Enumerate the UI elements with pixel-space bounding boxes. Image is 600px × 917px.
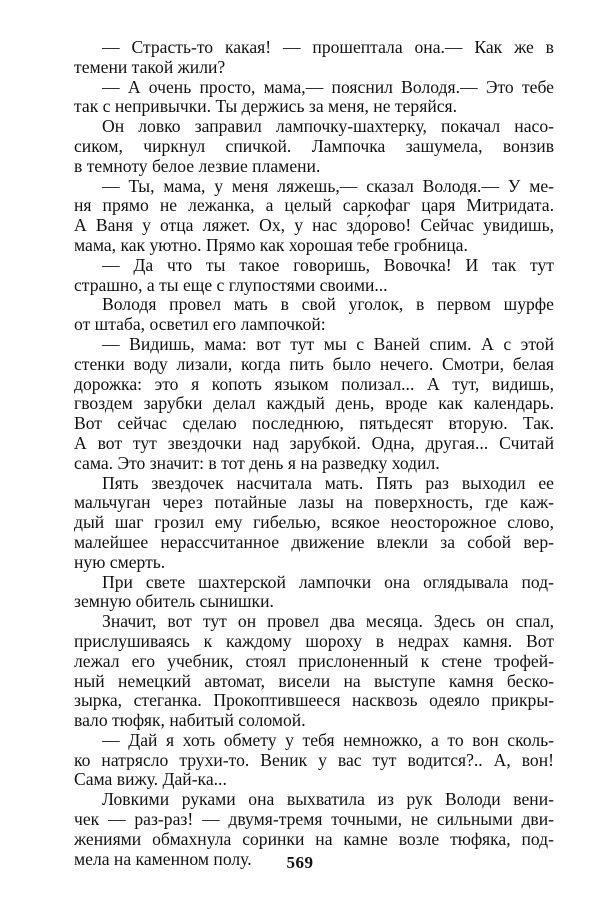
text-line: — Да что ты такое говоришь, Вовочка! И так тут	[102, 254, 554, 275]
text-line: жениями обмахнула соринки на камне возле тюфяка, под-	[74, 828, 554, 849]
text-line: дорожка: это я копоть языком полизал... А тут, видишь,	[74, 373, 554, 394]
text-line: сама. Это значит: в тот день я на разведку ходил.	[74, 452, 440, 473]
text-line: Значит, вот тут он провел два месяца. Здесь он спал,	[102, 611, 554, 632]
paragraph	[74, 78, 554, 118]
text-line: страшно, а ты еще с глупостями своими...	[74, 274, 388, 295]
text-line: земную обитель сынишки.	[74, 591, 274, 612]
text-line: ный немецкий автомат, висели на выступе камня беско-	[74, 670, 554, 691]
text-line: в темноту белое лезвие пламени.	[74, 155, 321, 176]
text-line: При свете шахтерской лампочки она оглядывала под-	[102, 571, 554, 592]
text-line: — Ты, мама, у меня ляжешь,— сказал Володя.— У ме-	[102, 175, 554, 196]
text-line: вало тюфяк, набитый соломой.	[74, 710, 306, 731]
paragraph	[74, 474, 554, 573]
text-line: Ловкими руками она выхватила из рук Володи вени-	[102, 789, 554, 810]
text-line: ня прямо не лежанка, а целый саркофаг царя Митридата.	[74, 195, 554, 216]
text-line: темени такой жили?	[74, 56, 226, 77]
text-line: А вот тут звездочки над зарубкой. Одна, другая... Считай	[74, 432, 554, 453]
page-text	[74, 38, 554, 869]
text-line: Володя провел мать в свой уголок, в первом шурфе	[102, 294, 554, 315]
text-line: стенки воду лизали, когда пить было нечего. Смотри, белая	[74, 353, 554, 374]
paragraph	[74, 612, 554, 731]
text-line: Вот сейчас сделаю последнюю, пятьдесят вторую. Так.	[74, 413, 554, 434]
paragraph	[74, 295, 554, 335]
text-line: Пять звездочек насчитала мать. Пять раз выходил ее	[102, 472, 554, 493]
paragraph	[74, 335, 554, 474]
text-line: Он ловко заправил лампочку-шахтерку, покачал насо-	[102, 116, 554, 137]
text-line: ко натрясло трухи-то. Веник у вас тут водится?.. А, вон!	[74, 749, 554, 770]
text-line: так с непривычки. Ты держись за меня, не теряйся.	[74, 96, 458, 117]
text-line: зырка, стеганка. Прокоптившееся насквозь одеяло прикры-	[74, 690, 554, 711]
paragraph	[74, 38, 554, 78]
text-line: — Страсть-то какая! — прошептала она.— Как же в	[102, 37, 554, 57]
text-line: — Дай я хоть обмету у тебя немножко, а то вон сколь-	[102, 729, 554, 750]
text-line: — Видишь, мама: вот тут мы с Ваней спим. А с этой	[102, 333, 554, 354]
page-number: 569	[286, 853, 314, 872]
text-line: — А очень просто, мама,— пояснил Володя.— Это тебе	[102, 76, 554, 97]
paragraph	[74, 117, 554, 176]
text-line: дый шаг грозил ему гибелью, всякое неосторожное слово,	[74, 512, 554, 533]
paragraph	[74, 731, 554, 790]
text-line: мела на каменном полу.	[74, 848, 252, 869]
paragraph	[74, 177, 554, 256]
text-line: мама, как уютно. Прямо как хорошая тебе гробница.	[74, 234, 468, 255]
text-line: гвоздем зарубки делал каждый день, вроде как календарь.	[74, 393, 554, 414]
text-line: мальчуган через потайные лазы на поверхность, где каж-	[74, 492, 554, 513]
text-line: от штаба, осветил его лампочкой:	[74, 314, 326, 335]
text-line: ную смерть.	[74, 551, 166, 572]
text-line: А Ваня у отца ляжет. Ох, у нас здо́рово! Сейчас увидишь,	[74, 215, 554, 236]
text-line: чек — раз-раз! — двумя-тремя точными, не сильными дви-	[74, 809, 554, 830]
text-line: лежал его учебник, стоял прислоненный к стене трофей-	[74, 650, 554, 671]
text-line: прислушиваясь к каждому шороху в недрах камня. Вот	[74, 630, 554, 651]
text-line: сиком, чиркнул спичкой. Лампочка зашумела, вонзив	[74, 135, 554, 156]
text-line: малейшее нерассчитанное движение влекли за собой вер-	[74, 531, 554, 552]
paragraph	[74, 573, 554, 613]
text-line: Сама вижу. Дай-ка...	[74, 769, 227, 790]
paragraph	[74, 256, 554, 296]
